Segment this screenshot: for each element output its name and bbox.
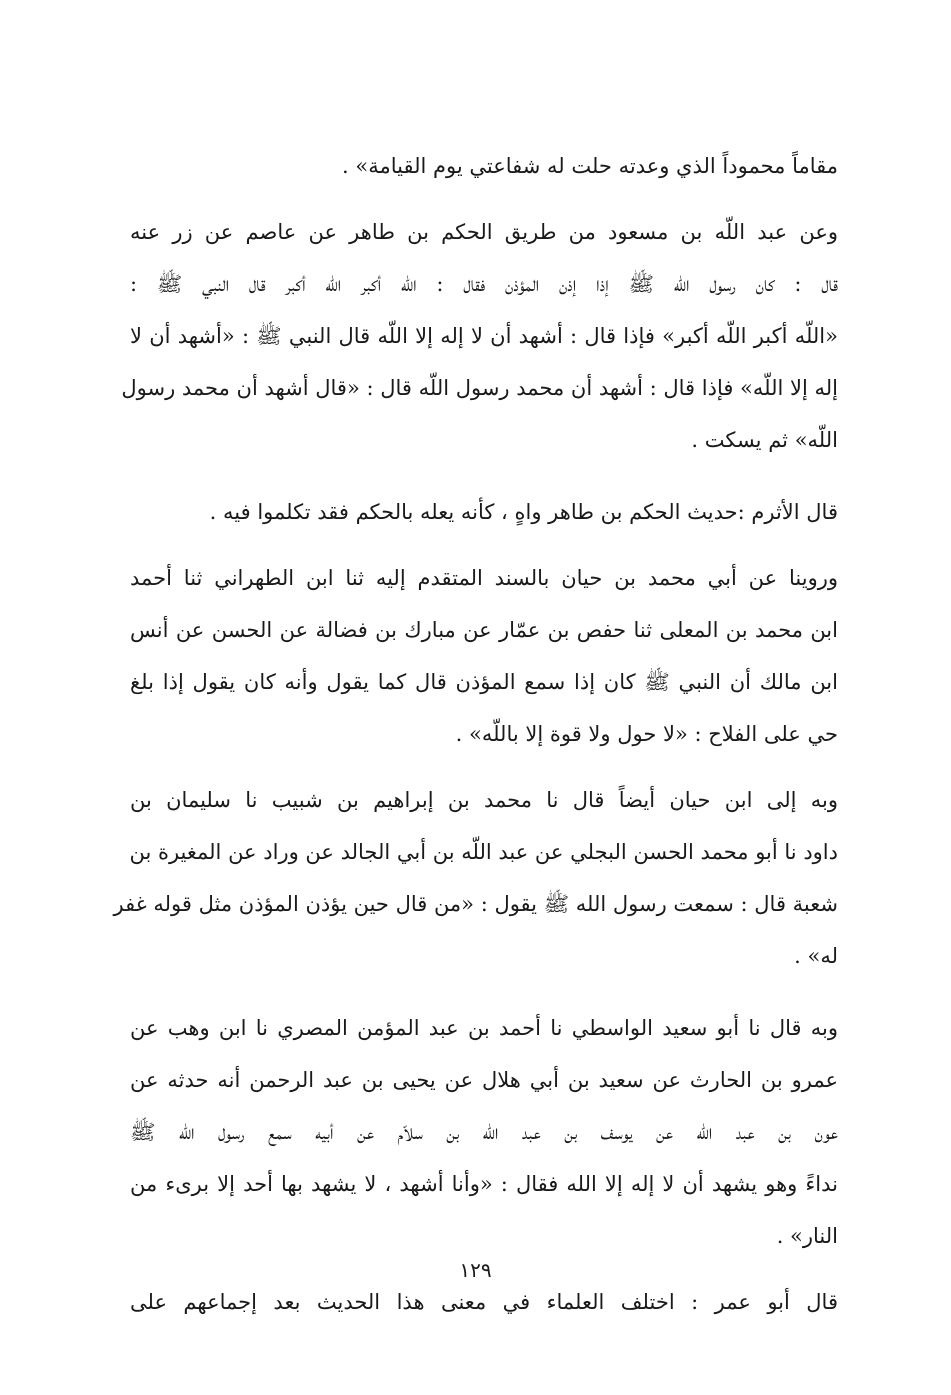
text-line: نداءً وهو يشهد أن لا إله إلا الله فقال : «وأنا أشهد ، لا يشهد بها أحد إلا برىء من [130, 1172, 838, 1196]
text-line: إله إلا اللّه» فإذا قال : أشهد أن محمد رسول اللّه قال : «قال أشهد أن محمد رسول [121, 376, 838, 400]
text-line: وروينا عن أبي محمد بن حيان بالسند المتقدم إليه ثنا ابن الطهراني ثنا أحمد [130, 566, 838, 590]
text-line: له» . [794, 944, 838, 968]
text-line: عون بن عبد اللّه عن يوسف بن عبد اللّه بن سلاّم عن أبيه سمع رسول اللّه ﷺ [130, 1120, 838, 1144]
text-line: «اللّه أكبر اللّه أكبر» فإذا قال : أشهد أن لا إله إلا اللّه قال النبي ﷺ : «أشهد أن لا [130, 324, 838, 348]
paragraph-5 [113, 774, 838, 982]
paragraph-3 [130, 486, 838, 538]
text-line: ابن محمد بن المعلى ثنا حفص بن عمّار عن مبارك بن فضالة عن الحسن عن أنس [130, 618, 838, 642]
text-line: قال الأثرم :حديث الحكم بن طاهر واهٍ ، كأنه يعله بالحكم فقد تكلموا فيه . [209, 500, 838, 524]
paragraph-4 [130, 552, 838, 760]
page-body [113, 140, 838, 1328]
paragraph-2 [121, 206, 838, 466]
text-line: وبه قال نا أبو سعيد الواسطي نا أحمد بن عبد المؤمن المصري نا ابن وهب عن [130, 1016, 838, 1040]
paragraph-1 [130, 140, 838, 192]
text-line: مقاماً محموداً الذي وعدته حلت له شفاعتي يوم القيامة» . [342, 154, 838, 178]
text-line: داود نا أبو محمد الحسن البجلي عن عبد اللّه بن أبي الجالد عن وراد عن المغيرة بن [129, 840, 838, 864]
text-line: وبه إلى ابن حيان أيضاً قال نا محمد بن إبراهيم بن شبيب نا سليمان بن [130, 788, 838, 812]
text-line: قال أبو عمر : اختلف العلماء في معنى هذا الحديث بعد إجماعهم على [130, 1290, 838, 1314]
text-line: قال : كان رسول اللّه ﷺ إذا إذن المؤذن فقال : اللّه أكبر اللّه أكبر قال النبي ﷺ : [130, 272, 838, 296]
text-line: اللّه» ثم يسكت . [691, 428, 838, 452]
text-line: وعن عبد اللّه بن مسعود من طريق الحكم بن طاهر عن عاصم عن زر عنه [130, 220, 838, 244]
paragraph-6 [130, 1002, 838, 1262]
text-line: النار» . [776, 1224, 838, 1248]
paragraph-7 [130, 1276, 838, 1328]
text-line: ابن مالك أن النبي ﷺ كان إذا سمع المؤذن قال كما يقول وأنه كان يقول إذا بلغ [130, 670, 838, 694]
page-number: ١٢٩ [459, 1258, 492, 1282]
text-line: شعبة قال : سمعت رسول الله ﷺ يقول : «من قال حين يؤذن المؤذن مثل قوله غفر [113, 892, 838, 916]
text-line: عمرو بن الحارث عن سعيد بن أبي هلال عن يحيى بن عبد الرحمن أنه حدثه عن [130, 1068, 838, 1092]
text-line: حي على الفلاح : «لا حول ولا قوة إلا باللّه» . [455, 722, 838, 746]
